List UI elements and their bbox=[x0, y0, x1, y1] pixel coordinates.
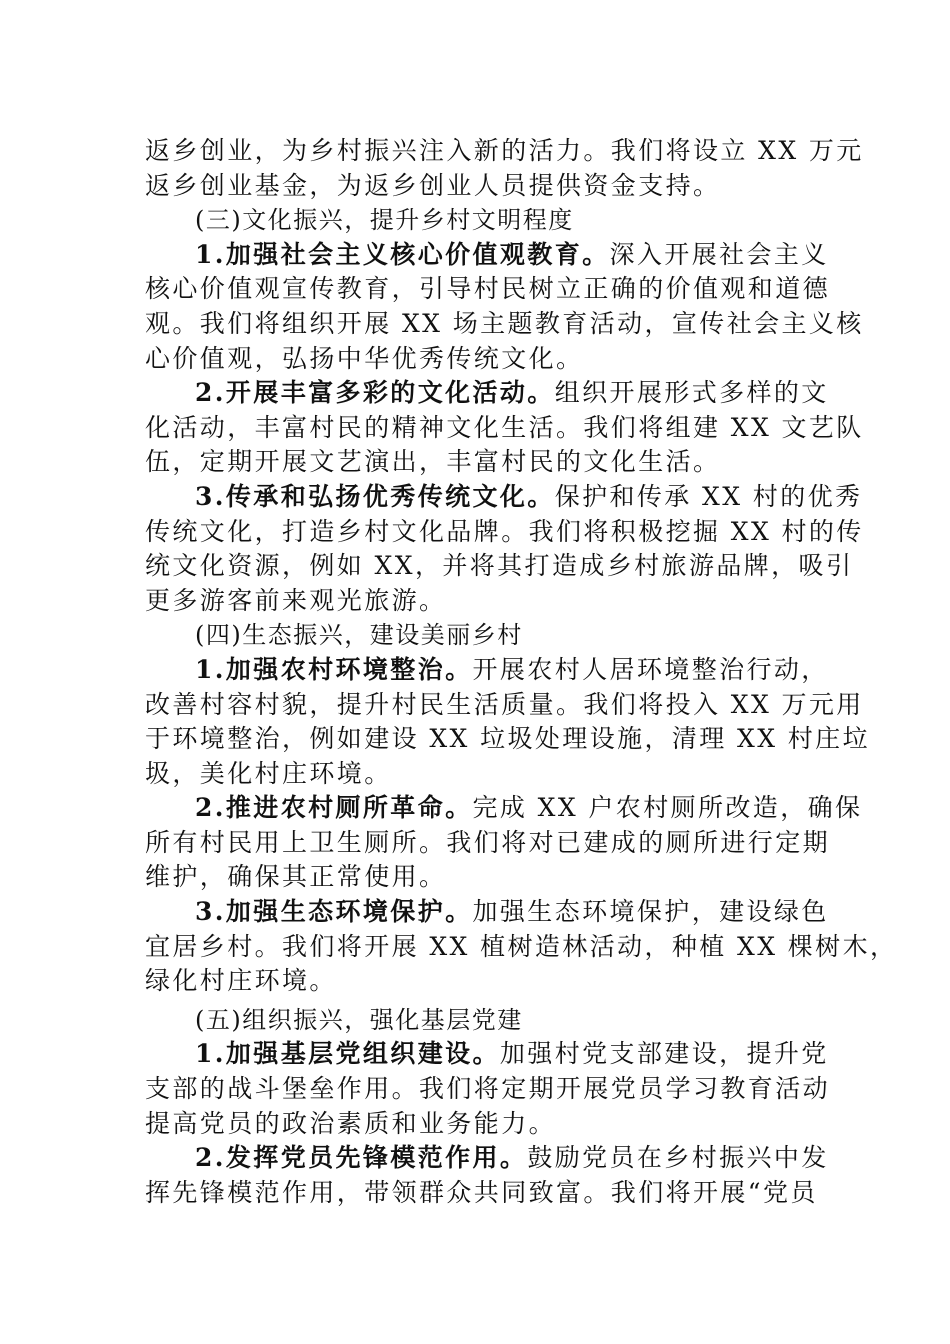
line-text: 统文化资源，例如 XX，并将其打造成乡村旅游品牌，吸引 bbox=[145, 551, 854, 581]
text-line bbox=[145, 134, 864, 169]
text-line bbox=[145, 1072, 831, 1107]
text-line bbox=[145, 515, 864, 550]
text-line bbox=[145, 1176, 818, 1211]
text-line bbox=[145, 169, 810, 204]
line-text: 改善村容村貌，提升村民生活质量。我们将投入 XX 万元用 bbox=[145, 689, 864, 719]
text-line bbox=[145, 445, 810, 480]
line-text: 鼓励党员在乡村振兴中发 bbox=[527, 1143, 829, 1173]
line-text: (四)生态振兴，建设美丽乡村 bbox=[195, 621, 523, 650]
text-line bbox=[145, 307, 864, 342]
section-heading bbox=[145, 203, 810, 238]
line-text: 挥先锋模范作用，带领群众共同致富。我们将开展“党员 bbox=[145, 1177, 818, 1207]
line-text: 完成 XX 户农村厕所改造，确保 bbox=[472, 793, 863, 823]
text-line bbox=[145, 860, 810, 895]
text-line bbox=[145, 895, 829, 930]
text-line bbox=[145, 930, 898, 965]
text-line bbox=[145, 272, 831, 307]
line-text: 维护，确保其正常使用。 bbox=[145, 862, 447, 892]
line-text: 返乡创业基金，为返乡创业人员提供资金支持。 bbox=[145, 170, 721, 200]
line-text: 所有村民用上卫生厕所。我们将对已建成的厕所进行定期 bbox=[145, 827, 831, 857]
item-title: 1.加强农村环境整治。 bbox=[195, 654, 473, 684]
line-text: 传统文化，打造乡村文化品牌。我们将积极挖掘 XX 村的传 bbox=[145, 516, 864, 546]
text-line bbox=[145, 1107, 810, 1142]
line-text: 心价值观，弘扬中华优秀传统文化。 bbox=[145, 343, 584, 373]
item-title: 2.发挥党员先锋模范作用。 bbox=[195, 1143, 528, 1173]
text-line bbox=[145, 722, 870, 757]
text-line bbox=[145, 653, 829, 688]
text-line bbox=[145, 376, 829, 411]
text-line bbox=[145, 826, 831, 861]
text-line bbox=[145, 964, 810, 999]
item-title: 2.推进农村厕所革命。 bbox=[195, 793, 473, 823]
item-title: 3.传承和弘扬优秀传统文化。 bbox=[195, 481, 555, 511]
line-text: 宜居乡村。我们将开展 XX 植树造林活动，种植 XX 棵树木， bbox=[145, 931, 898, 961]
line-text: 圾，美化村庄环境。 bbox=[145, 758, 392, 788]
item-title: 1.加强社会主义核心价值观教育。 bbox=[195, 239, 610, 269]
text-line bbox=[145, 411, 864, 446]
item-title: 2.开展丰富多彩的文化活动。 bbox=[195, 378, 555, 408]
line-text: (三)文化振兴，提升乡村文明程度 bbox=[195, 206, 574, 235]
line-text: 加强村党支部建设，提升党 bbox=[499, 1039, 829, 1069]
line-text: 支部的战斗堡垒作用。我们将定期开展党员学习教育活动 bbox=[145, 1074, 831, 1104]
section-heading bbox=[145, 618, 810, 653]
item-title: 1.加强基层党组织建设。 bbox=[195, 1039, 500, 1069]
line-text: 更多游客前来观光旅游。 bbox=[145, 585, 447, 615]
line-text: 于环境整治，例如建设 XX 垃圾处理设施，清理 XX 村庄垃 bbox=[145, 724, 870, 754]
text-line bbox=[145, 757, 810, 792]
line-text: 保护和传承 XX 村的优秀 bbox=[554, 481, 863, 511]
text-line bbox=[145, 1141, 829, 1176]
line-text: (五)组织振兴，强化基层党建 bbox=[195, 1005, 523, 1034]
line-text: 化活动，丰富村民的精神文化生活。我们将组建 XX 文艺队 bbox=[145, 412, 864, 442]
line-text: 提高党员的政治素质和业务能力。 bbox=[145, 1108, 557, 1138]
text-line bbox=[145, 1037, 829, 1072]
line-text: 返乡创业，为乡村振兴注入新的活力。我们将设立 XX 万元 bbox=[145, 136, 864, 165]
line-text: 组织开展形式多样的文 bbox=[554, 378, 829, 408]
text-line bbox=[145, 791, 863, 826]
text-line bbox=[145, 549, 854, 584]
text-line bbox=[145, 342, 810, 377]
line-text: 绿化村庄环境。 bbox=[145, 966, 337, 996]
section-heading bbox=[145, 1003, 810, 1038]
line-text: 深入开展社会主义 bbox=[609, 239, 829, 269]
line-text: 加强生态环境保护，建设绿色 bbox=[472, 897, 829, 927]
text-line bbox=[145, 688, 864, 723]
line-text: 开展农村人居环境整治行动， bbox=[472, 654, 829, 684]
line-text: 伍，定期开展文艺演出，丰富村民的文化生活。 bbox=[145, 447, 721, 477]
text-line bbox=[145, 480, 863, 515]
document-body bbox=[145, 134, 898, 1210]
text-line bbox=[145, 238, 829, 273]
line-text: 核心价值观宣传教育，引导村民树立正确的价值观和道德 bbox=[145, 274, 831, 304]
line-text: 观。我们将组织开展 XX 场主题教育活动，宣传社会主义核 bbox=[145, 308, 864, 338]
text-line bbox=[145, 584, 810, 619]
item-title: 3.加强生态环境保护。 bbox=[195, 897, 473, 927]
